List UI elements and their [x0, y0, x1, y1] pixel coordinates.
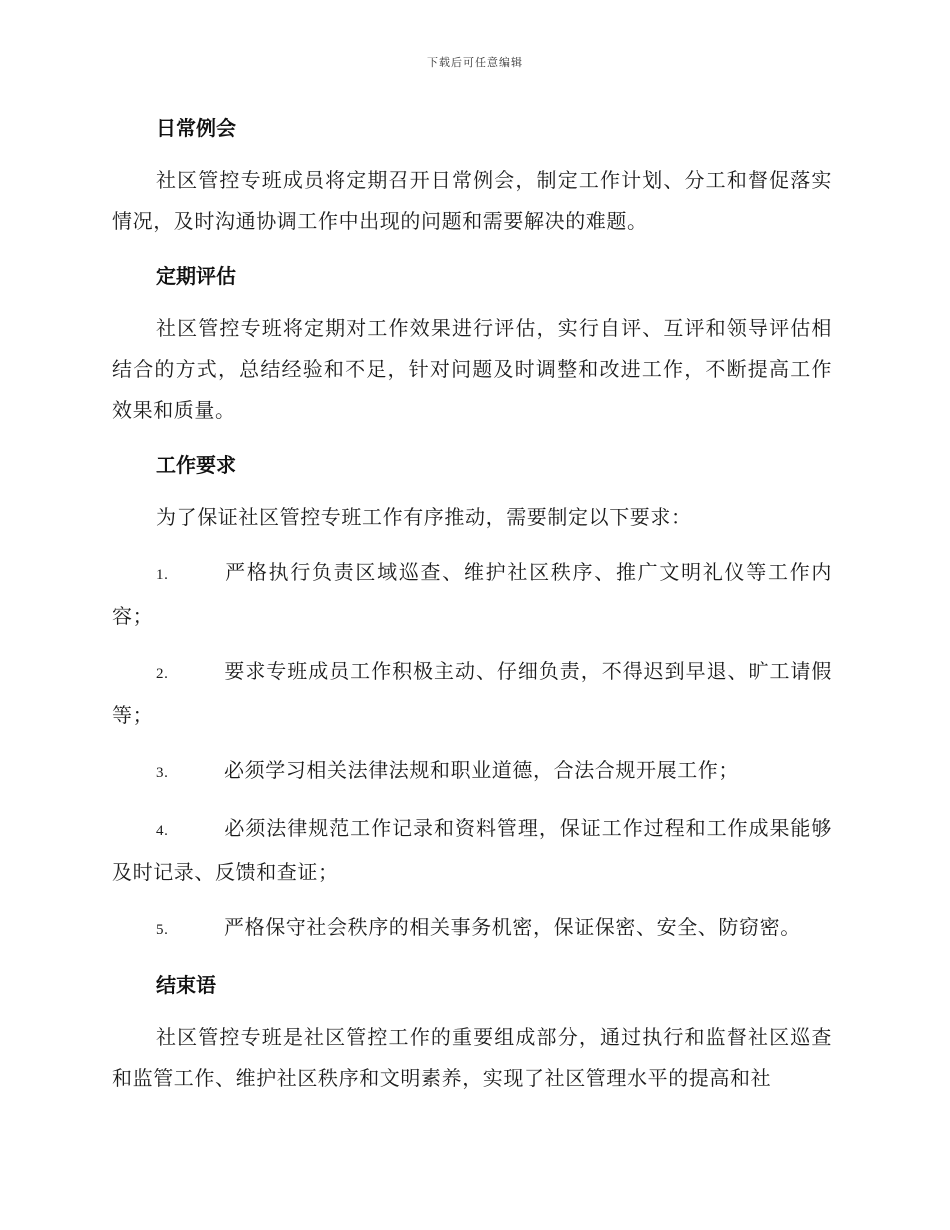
- list-item: [112, 808, 832, 893]
- document-content: [112, 108, 832, 1113]
- list-number: 4.: [156, 823, 169, 839]
- header-note: 下载后可任意编辑: [427, 56, 523, 69]
- section-heading-daily-meeting: 日常例会: [156, 116, 236, 140]
- list-text: 严格保守社会秩序的相关事务机密，保证保密、安全、防窃密。: [224, 915, 801, 939]
- list-text: 严格执行负责区域巡查、维护社区秩序、推广文明礼仪等工作内容；: [112, 560, 832, 628]
- section-heading-conclusion: 结束语: [156, 973, 216, 997]
- list-number: 2.: [156, 666, 169, 682]
- list-item: [112, 552, 832, 637]
- paragraph-conclusion: 社区管控专班是社区管控工作的重要组成部分，通过执行和监督社区巡查和监管工作、维护社区秩序和文明素养，实现了社区管理水平的提高和社: [112, 1025, 832, 1090]
- paragraph-daily-meeting: 社区管控专班成员将定期召开日常例会，制定工作计划、分工和督促落实情况，及时沟通协调工作中出现的问题和需要解决的难题。: [112, 168, 832, 233]
- list-text: 必须法律规范工作记录和资料管理，保证工作过程和工作成果能够及时记录、反馈和查证；: [112, 816, 832, 884]
- list-text: 必须学习相关法律法规和职业道德，合法合规开展工作；: [224, 758, 739, 782]
- list-item: [112, 907, 832, 951]
- list-item: [112, 651, 832, 736]
- list-item: [112, 750, 832, 794]
- paragraph-requirements-intro: 为了保证社区管控专班工作有序推动，需要制定以下要求：: [156, 505, 692, 529]
- paragraph-evaluation: 社区管控专班将定期对工作效果进行评估，实行自评、互评和领导评估相结合的方式，总结经验和不足，针对问题及时调整和改进工作，不断提高工作效果和质量。: [112, 316, 832, 422]
- list-number: 5.: [156, 922, 169, 938]
- list-text: 要求专班成员工作积极主动、仔细负责，不得迟到早退、旷工请假等；: [112, 659, 832, 727]
- list-number: 3.: [156, 765, 169, 781]
- section-heading-requirements: 工作要求: [156, 453, 236, 477]
- list-number: 1.: [156, 567, 169, 583]
- section-heading-evaluation: 定期评估: [156, 264, 236, 288]
